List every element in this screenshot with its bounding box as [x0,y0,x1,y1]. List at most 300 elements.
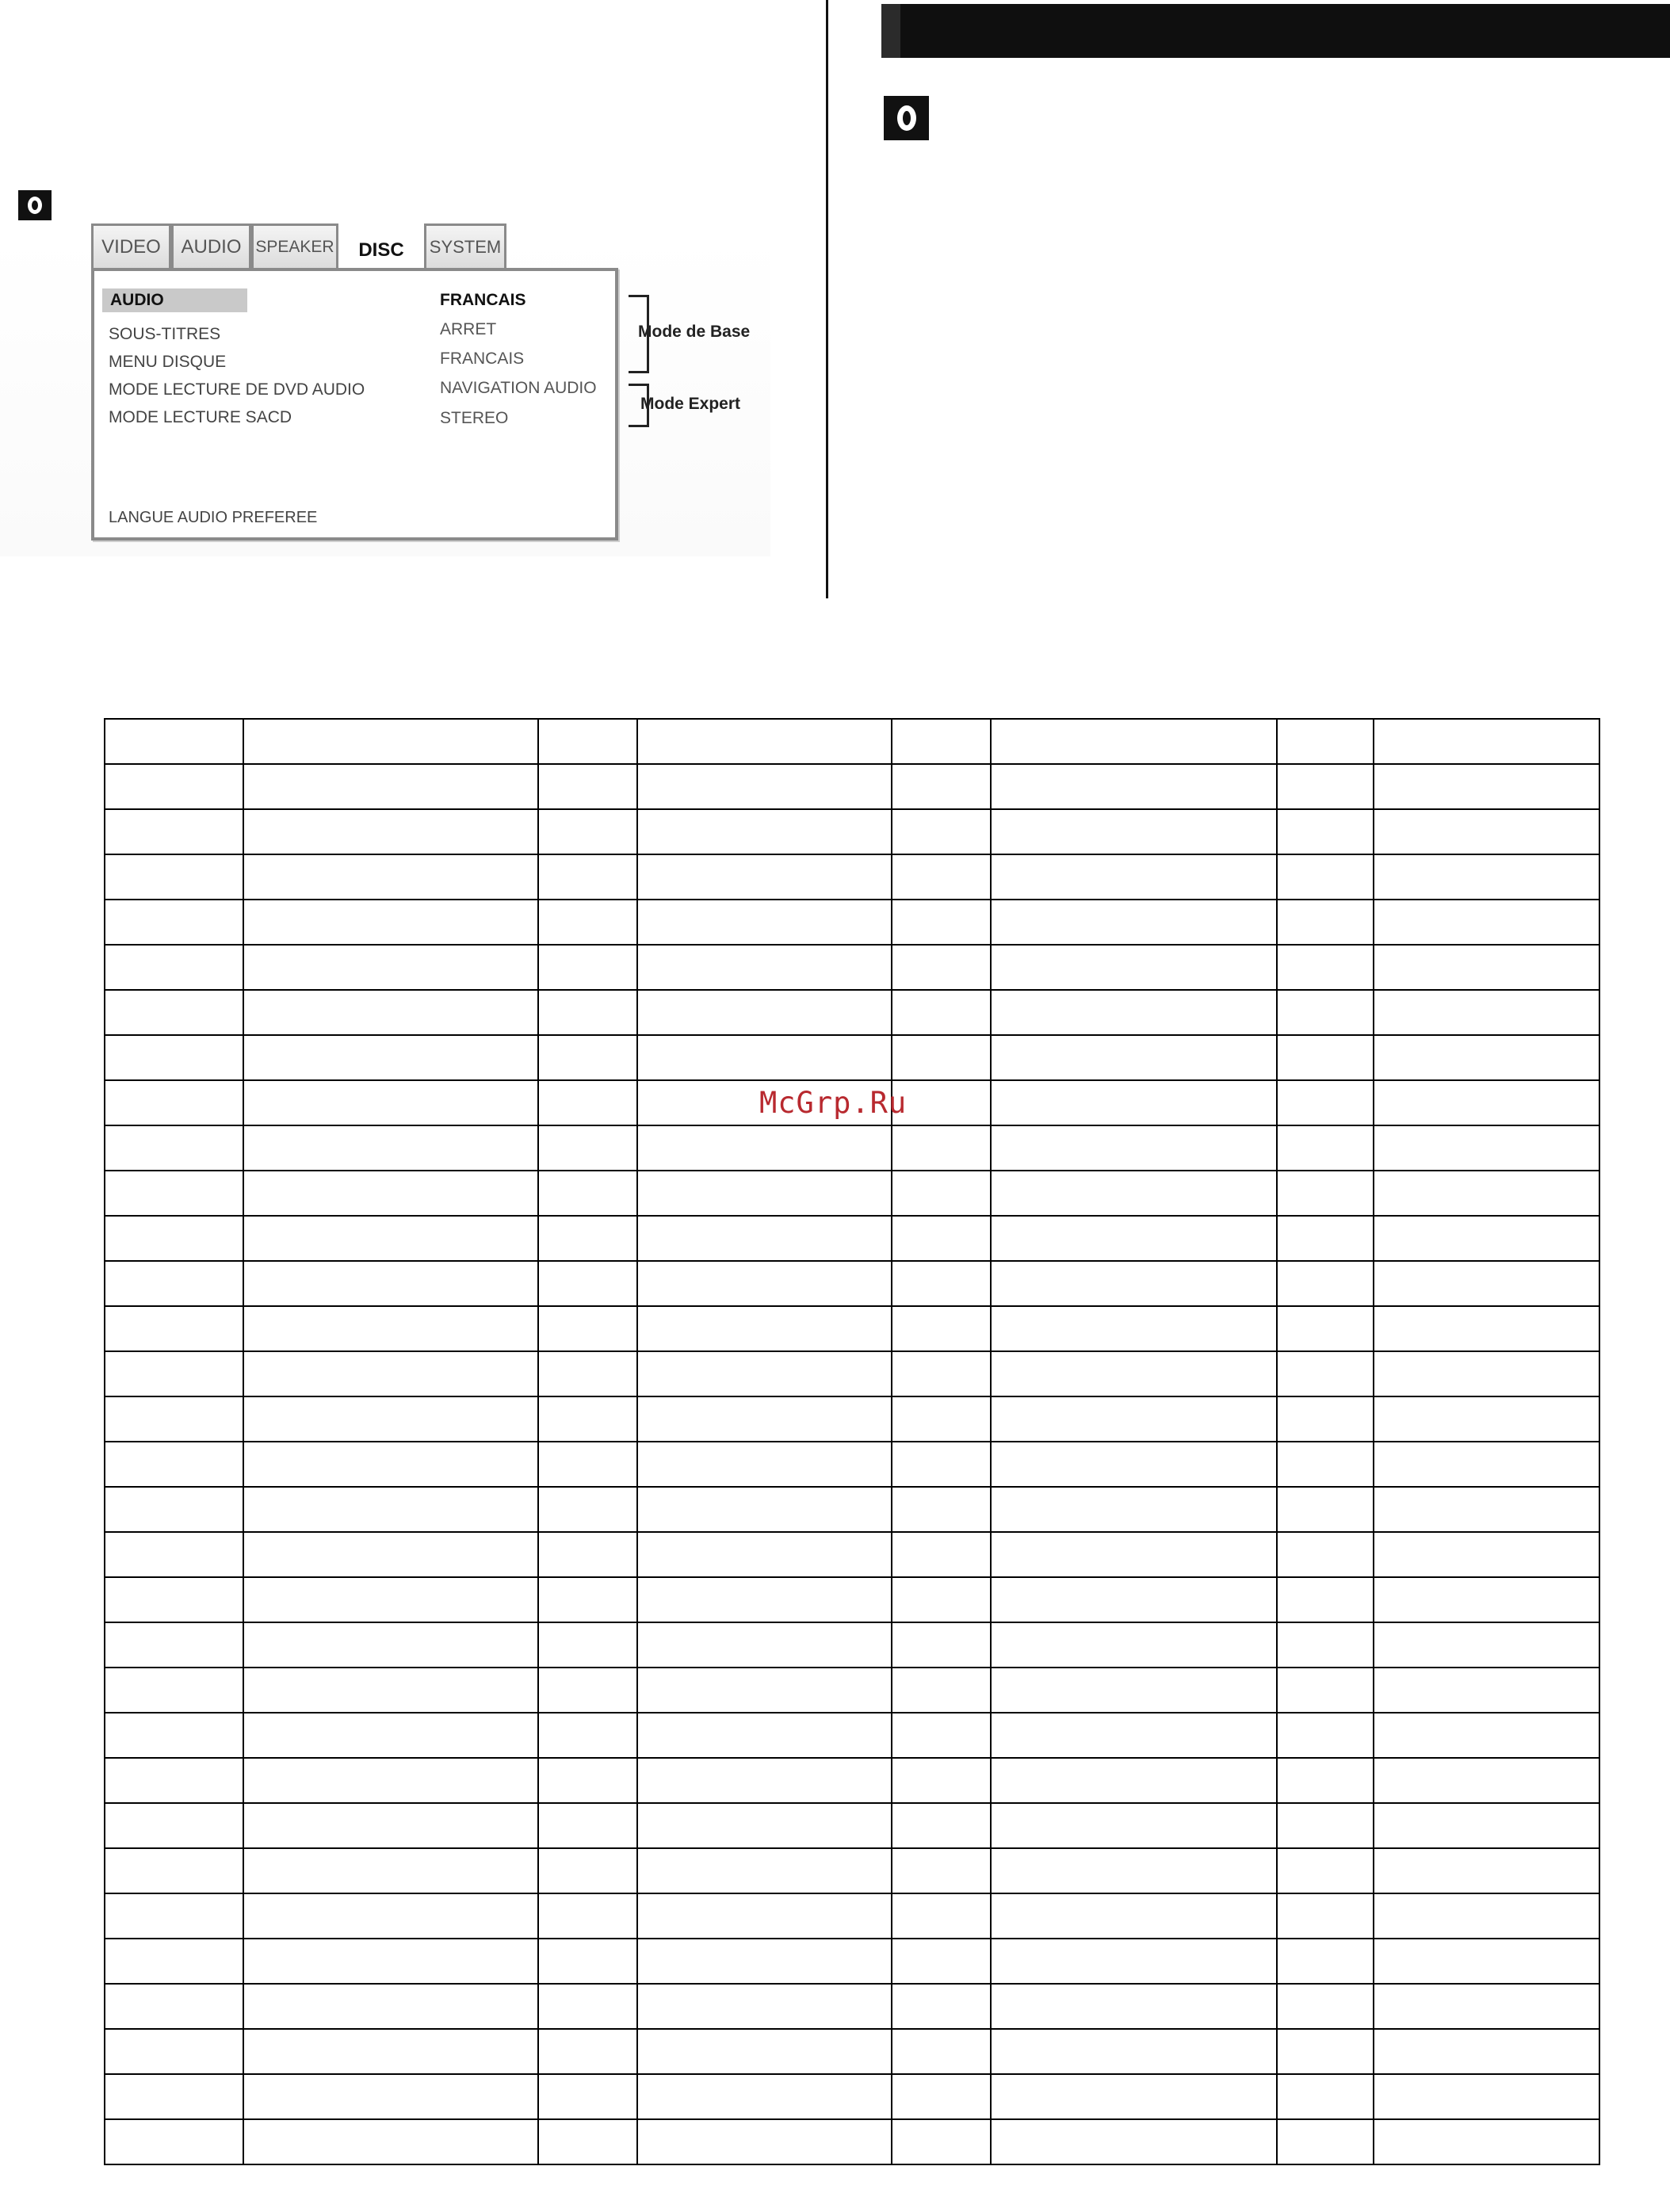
table-cell [243,1080,538,1125]
table-row [105,1216,1599,1261]
table-cell [1374,1442,1599,1487]
table-cell [1277,1216,1374,1261]
table-cell [105,1261,243,1306]
table-cell [991,1261,1277,1306]
table-cell [991,1351,1277,1396]
table-cell [105,945,243,990]
table-cell [892,1758,991,1803]
menu-item-disc-menu[interactable]: MENU DISQUE [109,353,227,371]
label-expert-mode: Mode Expert [640,395,741,413]
table-cell [1277,1758,1374,1803]
table-cell [538,900,637,945]
table-cell [243,1939,538,1984]
table-cell [1374,809,1599,854]
table-cell [1277,1713,1374,1758]
table-cell [243,990,538,1035]
table-cell [637,1171,892,1216]
table-cell [991,1396,1277,1442]
table-cell [243,1171,538,1216]
table-cell [105,1893,243,1939]
table-cell [637,1713,892,1758]
table-cell [243,1261,538,1306]
table-cell [892,1351,991,1396]
table-row [105,945,1599,990]
table-cell [538,1080,637,1125]
table-cell [243,764,538,809]
table-cell [637,2029,892,2074]
menu-value-sacd-mode: STEREO [440,409,509,427]
tab-system[interactable]: SYSTEM [424,223,506,268]
step-marker-icon [18,190,52,220]
table-cell [538,1035,637,1080]
table-cell [105,2029,243,2074]
table-cell [538,2119,637,2164]
table-cell [892,1893,991,1939]
table-cell [892,719,991,764]
table-cell [1277,1261,1374,1306]
table-cell [892,945,991,990]
table-row [105,764,1599,809]
table-row [105,1984,1599,2029]
table-cell [991,1171,1277,1216]
table-row [105,1668,1599,1713]
table-row [105,1035,1599,1080]
table-cell [538,1984,637,2029]
table-cell [1374,854,1599,900]
table-cell [892,2119,991,2164]
table-cell [991,719,1277,764]
table-row [105,1442,1599,1487]
table-cell [991,1939,1277,1984]
osd-panel [91,268,618,541]
table-cell [991,1848,1277,1893]
table-cell [1374,2119,1599,2164]
table-cell [105,900,243,945]
table-row [105,1351,1599,1396]
table-cell [243,1442,538,1487]
table-cell [1374,900,1599,945]
table-cell [637,945,892,990]
table-cell [538,1893,637,1939]
table-cell [538,854,637,900]
table-cell [892,1939,991,1984]
table-cell [105,1125,243,1171]
menu-item-subtitles[interactable]: SOUS-TITRES [109,325,221,343]
table-cell [105,1216,243,1261]
table-cell [1277,1442,1374,1487]
table-cell [892,1306,991,1351]
table-cell [991,809,1277,854]
table-cell [637,719,892,764]
table-cell [1374,1306,1599,1351]
table-cell [243,1758,538,1803]
tab-disc[interactable]: DISC [338,227,424,274]
menu-value-audio: FRANCAIS [440,291,526,309]
table-cell [637,1306,892,1351]
table-cell [892,2074,991,2119]
table-cell [892,1442,991,1487]
osd-menu [91,223,618,541]
table-cell [538,1442,637,1487]
table-cell [105,2074,243,2119]
table-cell [243,1351,538,1396]
table-cell [1374,2074,1599,2119]
table-cell [991,1125,1277,1171]
table-cell [538,1351,637,1396]
table-cell [105,990,243,1035]
table-cell [892,1487,991,1532]
table-cell [1277,1984,1374,2029]
table-cell [991,900,1277,945]
table-cell [105,2119,243,2164]
table-cell [1374,1035,1599,1080]
table-cell [1277,1939,1374,1984]
table-cell [1374,1577,1599,1622]
table-cell [1277,945,1374,990]
column-divider [826,0,828,598]
menu-item-audio[interactable]: AUDIO [102,288,247,312]
table-cell [637,1487,892,1532]
table-cell [538,1171,637,1216]
table-cell [243,1668,538,1713]
tab-video[interactable]: VIDEO [91,223,171,268]
table-cell [1374,1532,1599,1577]
table-cell [105,1171,243,1216]
table-cell [991,1758,1277,1803]
table-row [105,1306,1599,1351]
menu-item-dvd-audio-mode[interactable]: MODE LECTURE DE DVD AUDIO [109,380,365,399]
table-cell [243,809,538,854]
table-cell [991,2074,1277,2119]
table-cell [105,1713,243,1758]
table-row [105,1893,1599,1939]
table-cell [991,1080,1277,1125]
table-cell [892,1668,991,1713]
table-cell [1374,1080,1599,1125]
table-row [105,900,1599,945]
table-cell [991,990,1277,1035]
table-cell [538,1758,637,1803]
table-cell [1277,1668,1374,1713]
blank-grid-table [104,718,1600,2165]
table-cell [991,1577,1277,1622]
table-cell [538,1216,637,1261]
table-cell [105,1306,243,1351]
table-row [105,854,1599,900]
table-cell [538,1668,637,1713]
table-cell [1374,1487,1599,1532]
table-row [105,1848,1599,1893]
table-cell [538,1848,637,1893]
table-cell [538,1125,637,1171]
menu-item-sacd-mode[interactable]: MODE LECTURE SACD [109,408,292,426]
table-cell [105,1984,243,2029]
table-cell [637,2074,892,2119]
table-row [105,2029,1599,2074]
table-cell [637,1893,892,1939]
table-cell [637,1125,892,1171]
table-cell [243,900,538,945]
table-cell [1277,1848,1374,1893]
table-cell [991,1984,1277,2029]
table-cell [243,1306,538,1351]
table-cell [1277,764,1374,809]
table-cell [1374,1216,1599,1261]
table-cell [991,1442,1277,1487]
table-row [105,1171,1599,1216]
table-row [105,1532,1599,1577]
table-cell [243,854,538,900]
table-row [105,1622,1599,1668]
table-cell [1277,1803,1374,1848]
table-cell [243,1487,538,1532]
table-cell [538,1939,637,1984]
table-cell [637,900,892,945]
table-cell [1277,719,1374,764]
table-cell [637,764,892,809]
table-cell [637,1442,892,1487]
table-cell [538,764,637,809]
menu-value-subtitles: ARRET [440,320,497,338]
table-row [105,2074,1599,2119]
table-cell [105,809,243,854]
table-cell [1277,2029,1374,2074]
table-cell [243,719,538,764]
table-cell [637,1622,892,1668]
table-cell [892,1261,991,1306]
table-cell [637,1848,892,1893]
table-cell [1277,1577,1374,1622]
table-row [105,1396,1599,1442]
table-cell [637,1532,892,1577]
table-cell [991,1893,1277,1939]
table-cell [1277,1171,1374,1216]
table-cell [1374,1396,1599,1442]
table-cell [105,1080,243,1125]
table-cell [538,2029,637,2074]
table-cell [637,1939,892,1984]
table-cell [637,1803,892,1848]
table-cell [243,1984,538,2029]
table-row [105,1939,1599,1984]
table-cell [243,1577,538,1622]
table-cell [538,2074,637,2119]
table-cell [892,1713,991,1758]
table-row [105,1713,1599,1758]
table-cell [105,1035,243,1080]
table-cell [1277,1487,1374,1532]
table-cell [1374,1848,1599,1893]
table-cell [538,1713,637,1758]
table-cell [1277,1125,1374,1171]
table-cell [991,945,1277,990]
table-cell [105,1848,243,1893]
table-cell [637,1577,892,1622]
table-cell [1374,1939,1599,1984]
table-cell [991,1216,1277,1261]
table-cell [637,809,892,854]
table-row [105,1803,1599,1848]
table-cell [991,1532,1277,1577]
table-cell [991,2029,1277,2074]
table-cell [105,1351,243,1396]
table-cell [105,1442,243,1487]
table-cell [1374,1758,1599,1803]
table-cell [1374,1261,1599,1306]
menu-value-dvd-audio-mode: NAVIGATION AUDIO [440,379,597,397]
table-cell [637,1035,892,1080]
table-cell [1374,719,1599,764]
table-cell [243,1848,538,1893]
table-cell [991,1487,1277,1532]
table-cell [892,1125,991,1171]
menu-footer-hint: LANGUE AUDIO PREFEREE [109,509,318,526]
table-cell [637,2119,892,2164]
table-cell [1277,2074,1374,2119]
table-cell [991,854,1277,900]
step-marker-icon [884,96,929,140]
table-cell [538,1532,637,1577]
table-cell [892,1216,991,1261]
table-cell [892,990,991,1035]
table-row [105,719,1599,764]
table-cell [991,1668,1277,1713]
table-cell [538,1803,637,1848]
table-cell [637,1216,892,1261]
table-cell [1277,809,1374,854]
table-cell [243,1803,538,1848]
table-cell [892,1622,991,1668]
table-cell [243,1893,538,1939]
table-cell [991,1622,1277,1668]
table-cell [991,2119,1277,2164]
table-cell [892,1396,991,1442]
table-row [105,2119,1599,2164]
table-cell [892,854,991,900]
table-cell [105,854,243,900]
table-cell [1277,1351,1374,1396]
table-cell [991,1306,1277,1351]
table-cell [105,1622,243,1668]
watermark: McGrp.Ru [759,1086,908,1120]
table-cell [892,900,991,945]
table-cell [243,2119,538,2164]
table-cell [105,1577,243,1622]
table-cell [105,1396,243,1442]
section-title-bar [881,4,1670,58]
table-cell [1374,1125,1599,1171]
table-cell [1277,990,1374,1035]
table-cell [105,1668,243,1713]
table-cell [105,1758,243,1803]
table-cell [243,1125,538,1171]
table-cell [637,854,892,900]
table-cell [538,1487,637,1532]
table-cell [538,1396,637,1442]
table-cell [538,945,637,990]
table-row [105,990,1599,1035]
table-cell [243,1396,538,1442]
table-cell [1374,1171,1599,1216]
table-cell [637,1668,892,1713]
table-cell [892,764,991,809]
table-cell [1374,1803,1599,1848]
table-cell [1277,2119,1374,2164]
table-cell [105,1803,243,1848]
table-cell [105,1487,243,1532]
table-cell [243,945,538,990]
table-cell [538,990,637,1035]
table-cell [892,2029,991,2074]
menu-value-disc-menu: FRANCAIS [440,350,525,368]
table-row [105,1125,1599,1171]
table-cell [637,1758,892,1803]
table-cell [538,719,637,764]
table-cell [538,809,637,854]
table-cell [1277,1306,1374,1351]
table-cell [892,809,991,854]
table-cell [243,1216,538,1261]
table-row [105,1758,1599,1803]
tab-audio[interactable]: AUDIO [171,223,251,268]
table-cell [637,990,892,1035]
table-cell [892,1035,991,1080]
table-cell [637,1351,892,1396]
table-cell [637,1261,892,1306]
table-cell [1374,1984,1599,2029]
table-cell [1374,1622,1599,1668]
table-cell [1374,990,1599,1035]
table-cell [1277,1893,1374,1939]
table-cell [1277,900,1374,945]
table-cell [991,1035,1277,1080]
table-cell [892,1171,991,1216]
tab-speaker[interactable]: SPEAKER [251,223,338,268]
table-row [105,809,1599,854]
table-cell [105,1939,243,1984]
table-cell [1277,1622,1374,1668]
table-cell [892,1848,991,1893]
table-cell [1277,1035,1374,1080]
table-cell [892,1577,991,1622]
table-cell [1374,1351,1599,1396]
table-cell [892,1803,991,1848]
table-cell [1374,764,1599,809]
table-cell [991,1713,1277,1758]
table-cell [991,1803,1277,1848]
table-cell [538,1622,637,1668]
table-row [105,1577,1599,1622]
table-cell [1374,1713,1599,1758]
table-cell [243,2029,538,2074]
table-row [105,1487,1599,1532]
table-cell [105,719,243,764]
table-cell [637,1984,892,2029]
table-cell [243,1532,538,1577]
table-cell [1277,1532,1374,1577]
table-row [105,1261,1599,1306]
table-cell [243,2074,538,2119]
table-cell [538,1306,637,1351]
table-cell [538,1261,637,1306]
table-cell [637,1396,892,1442]
table-cell [1277,854,1374,900]
table-cell [892,1984,991,2029]
table-cell [105,764,243,809]
table-cell [1374,1668,1599,1713]
table-cell [1374,945,1599,990]
table-cell [243,1713,538,1758]
